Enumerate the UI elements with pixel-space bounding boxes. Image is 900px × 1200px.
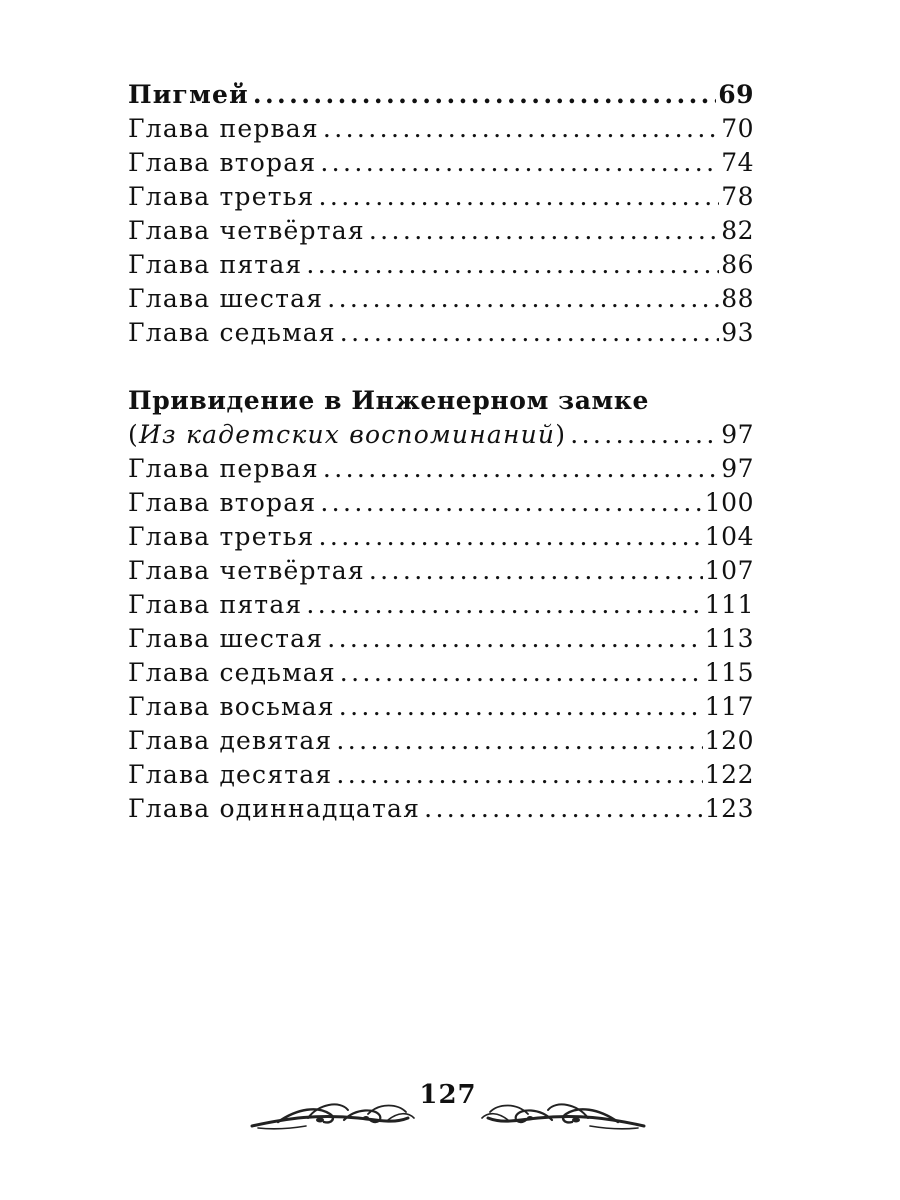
page-number: 69 (718, 80, 754, 109)
toc-entry[interactable] (128, 146, 754, 180)
toc-entry[interactable] (128, 452, 754, 486)
toc-entry[interactable] (128, 656, 754, 690)
page-number: 82 (721, 216, 754, 245)
chapter-title: Глава четвёртая (128, 556, 365, 585)
toc-entry[interactable] (128, 486, 754, 520)
toc-entry[interactable] (128, 316, 754, 350)
chapter-title: Глава девятая (128, 726, 333, 755)
dot-leader (339, 690, 703, 724)
section-title[interactable]: Привидение в Инженерном замке (128, 386, 650, 415)
page-number: 111 (704, 590, 754, 619)
toc-entry[interactable] (128, 724, 754, 758)
chapter-title: Глава пятая (128, 590, 303, 619)
dot-leader (340, 656, 703, 690)
section-title: Пигмей (128, 80, 249, 109)
dot-leader (424, 792, 703, 826)
dot-leader (253, 78, 716, 112)
table-of-contents (128, 78, 754, 826)
page-number: 115 (704, 658, 754, 687)
chapter-title: Глава вторая (128, 148, 317, 177)
toc-entry[interactable] (128, 214, 754, 248)
chapter-title: Глава вторая (128, 488, 317, 517)
toc-entry[interactable] (128, 520, 754, 554)
subtitle-close-paren: ) (555, 420, 567, 449)
page-number: 93 (721, 318, 754, 347)
dot-leader (327, 282, 719, 316)
page-number: 122 (704, 760, 754, 789)
chapter-title: Глава первая (128, 454, 319, 483)
toc-entry[interactable] (128, 690, 754, 724)
dot-leader (336, 758, 702, 792)
chapter-title: Глава третья (128, 522, 315, 551)
page-number: 120 (704, 726, 754, 755)
page-number: 107 (704, 556, 754, 585)
dot-leader (323, 452, 719, 486)
toc-entry[interactable] (128, 588, 754, 622)
chapter-title: Глава седьмая (128, 658, 336, 687)
chapter-title: Глава одиннадцатая (128, 794, 421, 823)
dot-leader (323, 112, 719, 146)
dot-leader (336, 724, 702, 758)
chapter-title: Глава шестая (128, 624, 324, 653)
page-number: 117 (704, 692, 754, 721)
toc-entry[interactable] (128, 282, 754, 316)
toc-entry[interactable] (128, 180, 754, 214)
dot-leader (319, 180, 720, 214)
toc-subheading-entry[interactable] (128, 418, 754, 452)
toc-entry[interactable] (128, 112, 754, 146)
toc-entry[interactable] (128, 622, 754, 656)
toc-entry[interactable] (128, 792, 754, 826)
dot-leader (319, 520, 703, 554)
page-number: 113 (704, 624, 754, 653)
chapter-title: Глава первая (128, 114, 319, 143)
chapter-title: Глава десятая (128, 760, 333, 789)
dot-leader (340, 316, 719, 350)
subtitle-italic-text: Из кадетских воспоминаний (138, 420, 556, 449)
page-number: 123 (704, 794, 754, 823)
dot-leader (306, 248, 719, 282)
chapter-title: Глава пятая (128, 250, 303, 279)
dot-leader (369, 554, 703, 588)
chapter-title: Глава третья (128, 182, 315, 211)
page-number: 86 (721, 250, 754, 279)
footer-page-number: 127 (419, 1080, 477, 1110)
subtitle-open-paren: ( (128, 420, 139, 449)
page-number: 97 (721, 420, 754, 449)
toc-entry[interactable] (128, 554, 754, 588)
chapter-title: Глава седьмая (128, 318, 336, 347)
page-number: 74 (721, 148, 754, 177)
page-number: 100 (704, 488, 754, 517)
toc-entry[interactable] (128, 248, 754, 282)
toc-section-privideniye (128, 384, 754, 826)
chapter-title: Глава восьмая (128, 692, 335, 721)
toc-section-heading[interactable] (128, 78, 754, 112)
dot-leader (320, 486, 702, 520)
toc-entry[interactable] (128, 758, 754, 792)
page-number: 97 (721, 454, 754, 483)
page-number: 70 (721, 114, 754, 143)
page-number: 78 (721, 182, 754, 211)
dot-leader (570, 418, 719, 452)
dot-leader (320, 146, 719, 180)
dot-leader (327, 622, 703, 656)
dot-leader (369, 214, 719, 248)
page-footer (248, 1078, 648, 1138)
page-number: 88 (721, 284, 754, 313)
page-number: 104 (704, 522, 754, 551)
chapter-title: Глава четвёртая (128, 216, 365, 245)
dot-leader (306, 588, 702, 622)
toc-section-pigmey (128, 78, 754, 350)
section-subtitle (128, 418, 566, 452)
chapter-title: Глава шестая (128, 284, 324, 313)
